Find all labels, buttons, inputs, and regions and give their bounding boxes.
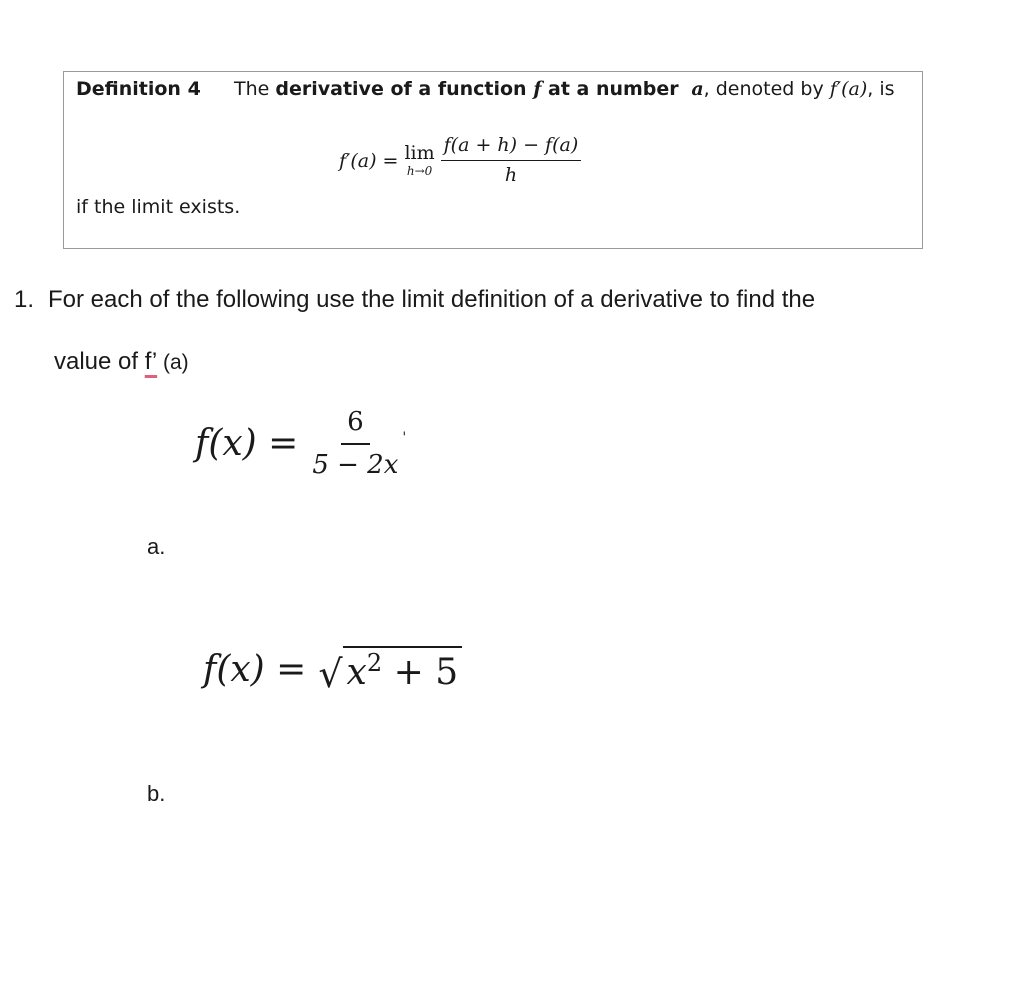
limit-word: lim: [404, 142, 435, 165]
part-b-label: b.: [147, 781, 166, 806]
definition-intro: [234, 78, 895, 100]
definition-intro-plain-2: , denoted by: [703, 78, 830, 100]
question-number: 1.: [14, 286, 35, 313]
part-a-fraction: [312, 406, 398, 481]
definition-footer: if the limit exists.: [76, 196, 241, 218]
definition-intro-bold-2: at a number: [541, 78, 686, 100]
part-b-formula: [203, 646, 462, 696]
radicand: [343, 646, 463, 693]
part-a-numerator: 6: [341, 406, 370, 445]
quotient-denominator: h: [504, 163, 518, 186]
definition-intro-number: a: [691, 78, 704, 100]
derivative-formula: [339, 134, 581, 188]
limit-operator: [404, 144, 434, 177]
definition-label: Definition 4: [76, 78, 201, 100]
definition-intro-bold: derivative of a function: [275, 78, 534, 100]
question-text-suffix: (a): [157, 351, 189, 374]
part-a-label: a.: [147, 534, 166, 559]
part-a-trailing-mark: ': [402, 430, 407, 446]
radicand-rest: + 5: [382, 652, 459, 693]
difference-quotient: [441, 134, 582, 188]
definition-intro-plain: The: [234, 78, 276, 100]
square-root: [318, 646, 462, 696]
definition-box: [63, 71, 923, 249]
radicand-exponent: 2: [366, 649, 383, 677]
limit-subscript: h→0: [406, 164, 433, 179]
formula-lhs: f′(a) =: [339, 149, 399, 172]
question-text-line1: For each of the following use the limit definition of a derivative to find the: [48, 286, 816, 313]
radicand-base: x: [346, 652, 367, 693]
definition-intro-function: f: [533, 78, 542, 100]
question-text-prefix: value of: [54, 348, 145, 375]
radical-sign: √: [318, 651, 343, 696]
question-fprime: f’: [144, 348, 158, 375]
question-text-line2: [54, 348, 189, 376]
definition-intro-plain-3: , is: [867, 78, 895, 100]
definition-intro-notation: f′(a): [829, 78, 868, 100]
part-a-denominator: 5 − 2x: [312, 449, 399, 480]
part-a-lhs: f(x) =: [195, 423, 299, 464]
quotient-numerator: f(a + h) − f(a): [441, 134, 582, 161]
part-a-formula: [195, 406, 406, 481]
part-b-lhs: f(x) =: [203, 648, 307, 690]
